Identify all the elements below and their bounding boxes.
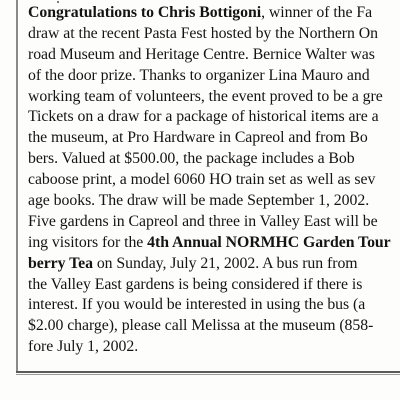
article-line-3 [28, 45, 400, 66]
article-line-14 [28, 275, 400, 296]
line-1-bold-text: Congratulations to Chris Bottigoni [28, 4, 262, 21]
article-line-5 [28, 87, 400, 108]
line-9-text: caboose print, a model 6060 HO train set as well as sev [28, 171, 376, 189]
line-12-bold-text: 4th Annual NORMHC Garden Tour [147, 233, 391, 251]
article-line-8 [28, 149, 400, 170]
line-10-text: age books. The draw will be made September 1, 2002. [28, 192, 370, 210]
line-17-text: fore July 1, 2002. [28, 338, 139, 356]
article-line-15 [28, 295, 400, 316]
article-line-17 [28, 337, 400, 358]
article-line-9 [28, 170, 400, 191]
line-4-text: of the door prize. Thanks to organizer Lina Mauro and [28, 66, 370, 84]
article-line-7 [28, 128, 400, 149]
article-line-4 [28, 66, 400, 87]
article-line-12 [28, 233, 400, 254]
line-7-text: the museum, at Pro Hardware in Capreol and from Bo [28, 129, 368, 147]
line-1-text: , winner of the Fa [261, 4, 373, 21]
line-3-text: road Museum and Heritage Centre. Bernice Walter was [28, 45, 375, 63]
article-line-2 [28, 24, 400, 45]
article-line-6 [28, 107, 400, 128]
article-line-13 [28, 254, 400, 275]
line-15-text: interest. If you would be interested in using the bus (a [28, 296, 366, 314]
line-14-text: the Valley East gardens is being considered if there is [28, 275, 363, 293]
article-line-1 [28, 3, 400, 24]
column-left-rule [16, 0, 18, 372]
article-line-10 [28, 191, 400, 212]
article-line-16 [28, 316, 400, 337]
line-12-text: ing visitors for the [28, 233, 148, 251]
line-8-text: bers. Valued at $500.00, the package includes a Bob [28, 150, 355, 168]
bottom-border-rule [16, 371, 400, 373]
news-article [28, 3, 400, 358]
line-6-text: Tickets on a draw for a package of historical items are a [28, 108, 379, 126]
line-2-text: draw at the recent Pasta Fest hosted by the Northern On [28, 24, 378, 42]
bottom-border-rule-inner [16, 374, 400, 375]
line-16-text: $2.00 charge), please call Melissa at the museum (858- [28, 317, 374, 335]
line-11-text: Five gardens in Capreol and three in Valley East will be [28, 212, 378, 230]
line-5-text: working team of volunteers, the event proved to be a gre [28, 87, 383, 105]
article-line-11 [28, 212, 400, 233]
line-13-text: on Sunday, July 21, 2002. A bus run from [92, 254, 358, 272]
line-13-bold-text: berry Tea [28, 254, 93, 272]
